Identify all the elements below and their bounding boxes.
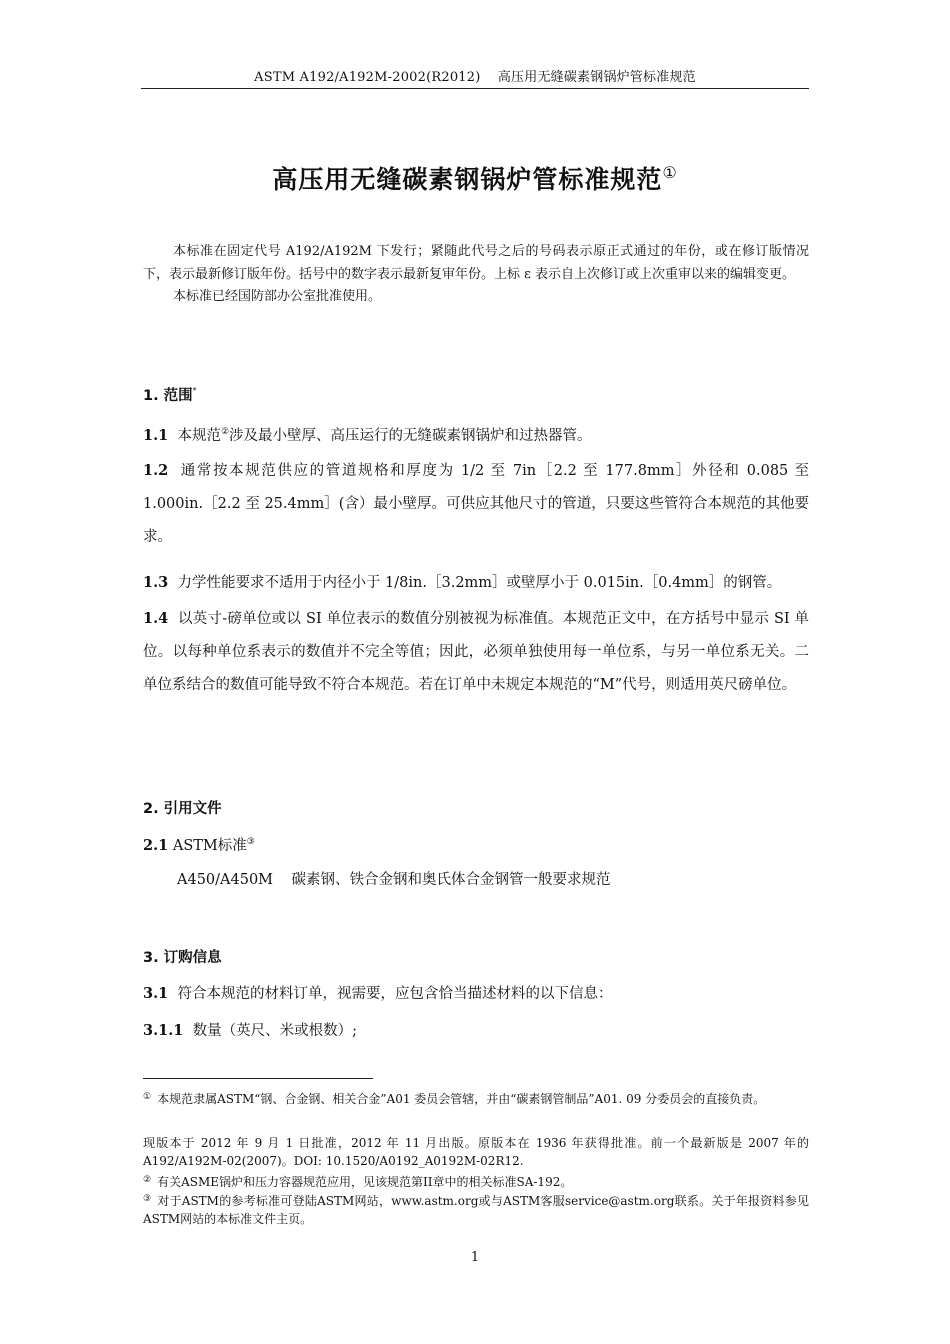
reference-code: A450/A450M (177, 872, 274, 888)
clause-3-1-1 (143, 1014, 809, 1048)
section-1-heading (143, 384, 197, 405)
section-2-heading: 2. 引用文件 (143, 801, 222, 817)
clause-text: 以英寸-磅单位或以 SI 单位表示的数值分别被视为标准值。本规范正文中，在方括号中显示 SI 单位。以每种单位系表示的数值并不完全等值；因此，必须单独使用每一单位系，与另一单位系无关。二单位系结合的数值可能导致不符合本规范。若在订单中未规定本规范的“M”代号，则适用英尺磅单位。 (143, 611, 810, 693)
clause-text: 数量（英尺、米或根数）; (192, 1023, 357, 1039)
intro-block (143, 241, 809, 309)
clause-text: 力学性能要求不适用于内径小于 1/8in.［3.2mm］或壁厚小于 0.015in.［0.4mm］的钢管。 (177, 575, 782, 591)
footnote-rule (143, 1078, 373, 1079)
clause-number: 1.4 (143, 610, 169, 627)
clause-number: 1.2 (143, 462, 169, 479)
intro-paragraph-1: 本标准在固定代号 A192/A192M 下发行；紧随此代号之后的号码表示原正式通过的年份，或在修订版情况下，表示最新修订版年份。括号中的数字表示最新复审年份。上标 ε 表示自上次修订或上次重审以来的编辑变更。 (143, 244, 809, 282)
footnote-mark: ③ (246, 837, 255, 847)
clause-1-4 (143, 602, 809, 702)
clause-text: 本规范 (177, 428, 221, 444)
header-rule (141, 88, 809, 89)
footnote-1 (143, 1087, 809, 1109)
clause-1-3 (143, 566, 823, 600)
reference-title: 碳素钢、铁合金钢和奥氏体合金钢管一般要求规范 (291, 872, 611, 888)
clause-number: 2.1 (143, 837, 169, 854)
footnote-1-continued: 现版本于 2012 年 9 月 1 日批准，2012 年 11 月出版。原版本在 1936 年获得批准。前一个最新版是 2007 年的 A192/A192M-02(2007)。DOI: 10.1520/A0192_A0192M-02R12. (143, 1136, 809, 1168)
footnote-marker: ① (143, 1092, 152, 1102)
footnote-text: 有关ASME锅炉和压力容器规范应用，见该规范第II章中的相关标准SA-192。 (157, 1175, 573, 1189)
footnote-text: 对于ASTM的参考标准可登陆ASTM网站，www.astm.org或与ASTM客服service@astm.org联系。关于年报资料参见ASTM网站的本标准文件主页。 (143, 1194, 809, 1226)
clause-1-1 (143, 416, 809, 453)
clause-1-2 (143, 454, 809, 554)
title-footnote-mark: ① (662, 163, 678, 182)
footnote-marker: ③ (143, 1194, 152, 1204)
footnote-3 (143, 1190, 809, 1228)
clause-3-1 (143, 977, 809, 1011)
clause-text: 符合本规范的材料订单，视需要，应包含恰当描述材料的以下信息： (177, 986, 613, 1002)
clause-number: 1.1 (143, 427, 169, 444)
section-3-heading: 3. 订购信息 (143, 950, 222, 966)
footnote-marker: ② (143, 1175, 152, 1185)
clause-2-1 (143, 826, 809, 863)
footnote-2 (143, 1171, 809, 1191)
clause-text: ASTM标准 (172, 838, 247, 854)
footnote-text: 本规范隶属ASTM“钢、合金钢、相关合金”A01 委员会管辖，并由“碳素钢管制品”A01. 09 分委员会的直接负责。 (157, 1092, 766, 1106)
document-title (0, 160, 950, 196)
clause-text: 通常按本规范供应的管道规格和厚度为 1/2 至 7in［2.2 至 177.8mm］外径和 0.085 至 1.000in.［2.2 至 25.4mm］(含）最小壁厚。可供应其他尺寸的管道，只要这些管符合本规范的其他要求。 (143, 463, 810, 545)
section-1-heading-text: 1. 范围 (143, 388, 193, 404)
section-1-heading-mark: * (192, 386, 197, 395)
clause-number: 3.1 (143, 985, 169, 1002)
reference-entry (177, 864, 817, 897)
footnote-mark: ② (220, 427, 230, 437)
page-number: 1 (470, 1250, 480, 1265)
document-title-text: 高压用无缝碳素钢锅炉管标准规范 (272, 165, 663, 194)
clause-text-cont: 涉及最小壁厚、高压运行的无缝碳素钢锅炉和过热器管。 (229, 428, 592, 444)
clause-number: 1.3 (143, 574, 169, 591)
intro-paragraph-2: 本标准已经国防部办公室批准使用。 (173, 289, 382, 304)
clause-number: 3.1.1 (143, 1022, 184, 1039)
running-header: ASTM A192/A192M-2002(R2012) 高压用无缝碳素钢锅炉管标准规范 (254, 70, 696, 85)
